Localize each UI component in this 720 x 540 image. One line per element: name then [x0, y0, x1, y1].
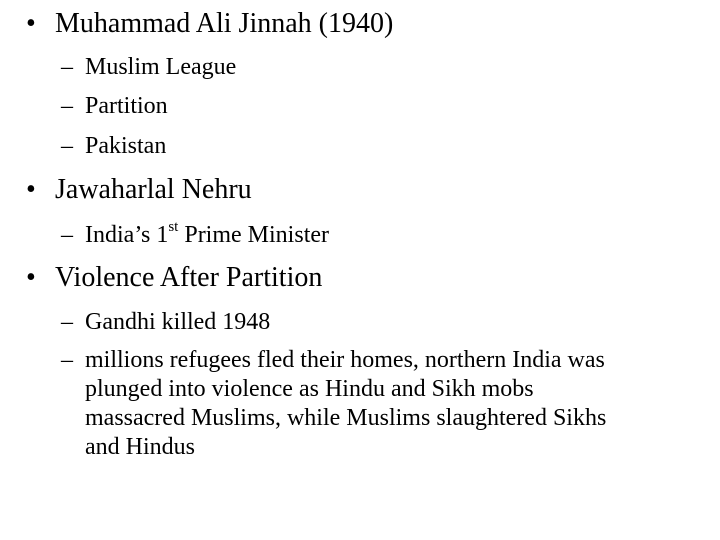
dash-icon: – [61, 309, 73, 335]
sub-item-prime-minister [61, 221, 329, 250]
sub-item-partition [61, 92, 168, 121]
sub-item-text: Partition [85, 93, 168, 119]
sub-item-text-before: India’s 1 [85, 222, 169, 248]
paragraph-line: plunged into violence as Hindu and Sikh mobs [85, 376, 534, 402]
sub-item-text: Muslim League [85, 54, 237, 80]
bullet-icon: • [26, 262, 36, 293]
sub-item-gandhi [61, 308, 270, 337]
paragraph-line: and Hindus [85, 434, 195, 460]
sub-item-text: Pakistan [85, 133, 167, 159]
heading-jinnah: Muhammad Ali Jinnah (1940) [55, 8, 394, 39]
paragraph-line: massacred Muslims, while Muslims slaughtered Sikhs [85, 405, 607, 431]
heading-violence: Violence After Partition [55, 262, 323, 293]
bullet-violence [26, 261, 322, 295]
dash-icon: – [61, 347, 73, 373]
paragraph-line: millions refugees fled their homes, northern India was [85, 347, 605, 373]
bullet-jinnah [26, 7, 393, 41]
sub-item-text-after: Prime Minister [178, 222, 329, 248]
bullet-nehru [26, 173, 252, 207]
dash-icon: – [61, 93, 73, 119]
sub-item-text: Gandhi killed 1948 [85, 309, 271, 335]
dash-icon: – [61, 222, 73, 248]
bullet-icon: • [26, 8, 36, 39]
heading-nehru: Jawaharlal Nehru [55, 174, 252, 205]
ordinal-superscript: st [168, 219, 179, 235]
sub-item-muslim-league [61, 53, 236, 82]
sub-item-pakistan [61, 132, 166, 161]
bullet-icon: • [26, 174, 36, 205]
dash-icon: – [61, 54, 73, 80]
dash-icon: – [61, 133, 73, 159]
sub-item-refugees [61, 346, 606, 462]
sub-item-paragraph [85, 346, 606, 462]
